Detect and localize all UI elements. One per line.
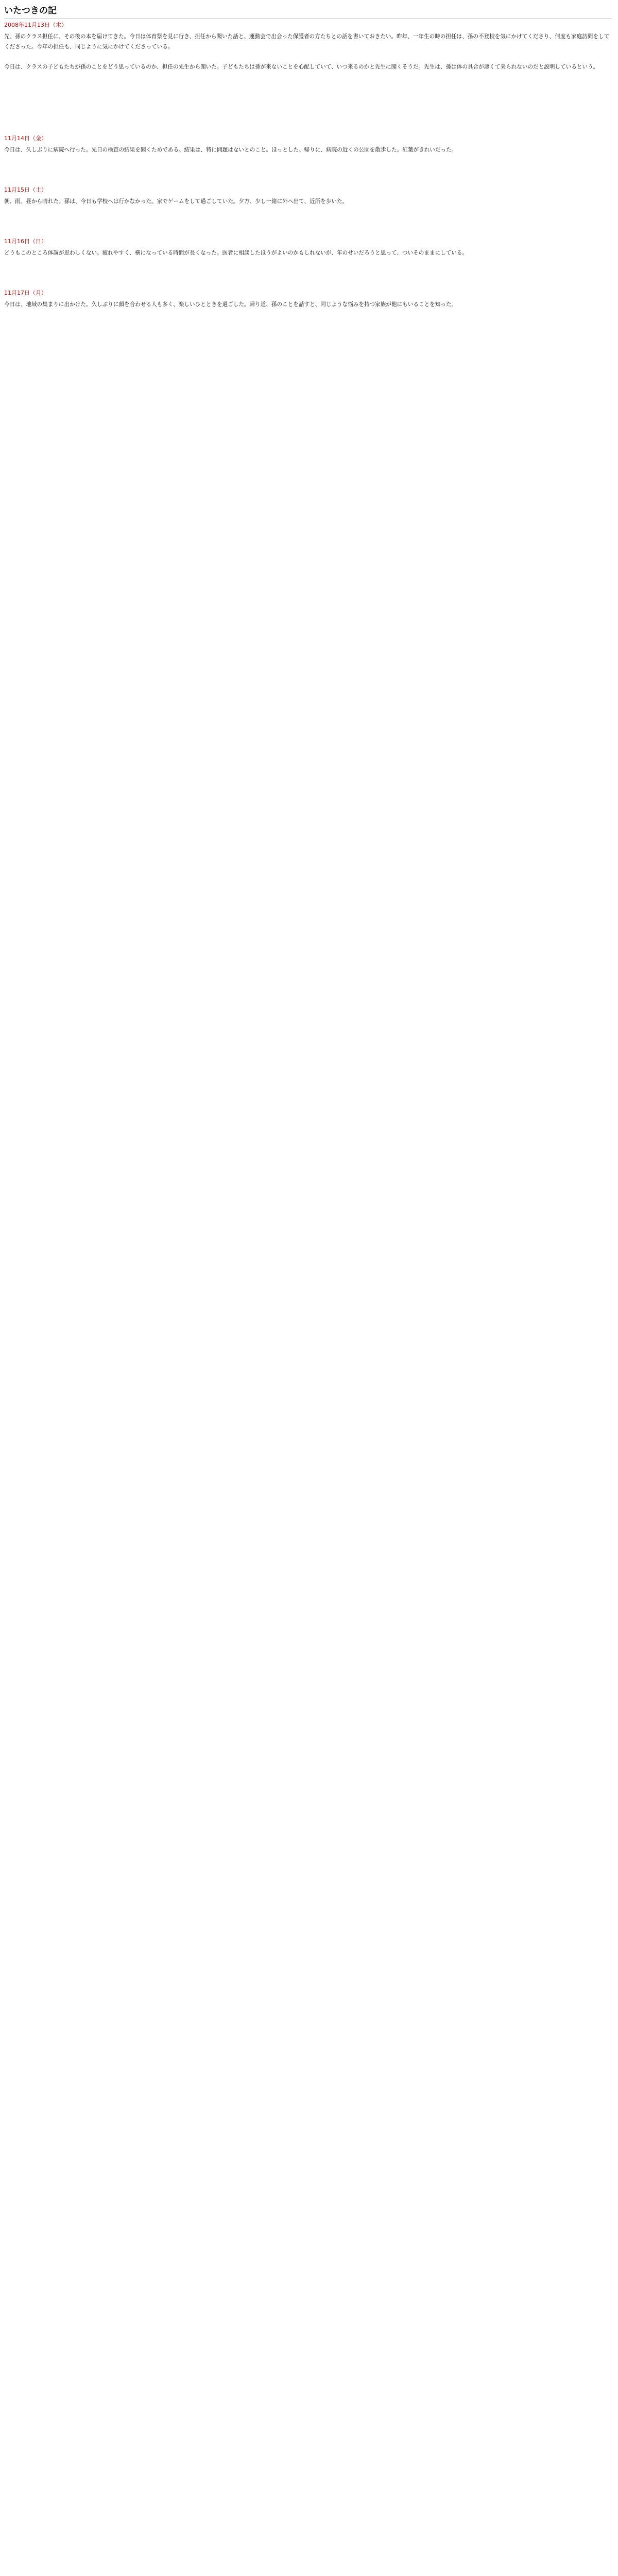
post-3-date: 11月16日（日） <box>4 238 47 245</box>
post-4-paragraph: 今日は、地域の集まりに出かけた。久しぶりに顔を合わせる人も多く、楽しいひとときを過ごした。帰り道、孫のことを話すと、同じような悩みを持つ家族が他にもいることを知った。 <box>4 301 457 308</box>
post-3-paragraph: どうもこのところ体調が思わしくない。疲れやすく、横になっている時間が長くなった。医者に相談したほうがよいのかもしれないが、年のせいだろうと思って、ついそのままにしている。 <box>4 250 468 256</box>
post-3-body <box>4 248 614 268</box>
post-2-date: 11月15日（土） <box>4 187 47 193</box>
post-0-body <box>4 32 614 82</box>
post-0-paragraph: 今日は、クラスの子どもたちが孫のことをどう思っているのか、担任の先生から聞いた。子どもたちは孫が来ないことを心配していて、いつ来るのかと先生に聞くそうだ。先生は、孫は体の具合が悪くて来られないのだと説明しているという。 <box>4 63 599 70</box>
post-1-paragraph: 今日は、久しぶりに病院へ行った。先日の検査の結果を聞くためである。結果は、特に問題はないとのこと。ほっとした。帰りに、病院の近くの公園を散歩した。紅葉がきれいだった。 <box>4 147 457 153</box>
post-2-body <box>4 197 614 217</box>
site-title: いたつきの記 <box>4 3 612 19</box>
post-4-body <box>4 300 614 320</box>
post-1-date: 11月14日（金） <box>4 135 47 142</box>
post-4-date: 11月17日（月） <box>4 290 47 296</box>
post-2-paragraph: 朝、雨。昼から晴れた。孫は、今日も学校へは行かなかった。家でゲームをして過ごしていた。夕方、少し一緒に外へ出て、近所を歩いた。 <box>4 198 348 205</box>
post-0-paragraph: 先、孫のクラス担任に、その後の本を届けてきた。今日は体育祭を見に行き、担任から聞いた話と、運動会で出会った保護者の方たちとの話を書いておきたい。昨年、一年生の時の担任は、孫の不登校を気にかけてくださり、何度も家庭訪問をしてくださった。今年の担任も、同じように気にかけてくださっている。 <box>4 33 610 50</box>
post-0-date: 2008年11月13日（木） <box>4 22 67 28</box>
post-1-body <box>4 145 614 165</box>
